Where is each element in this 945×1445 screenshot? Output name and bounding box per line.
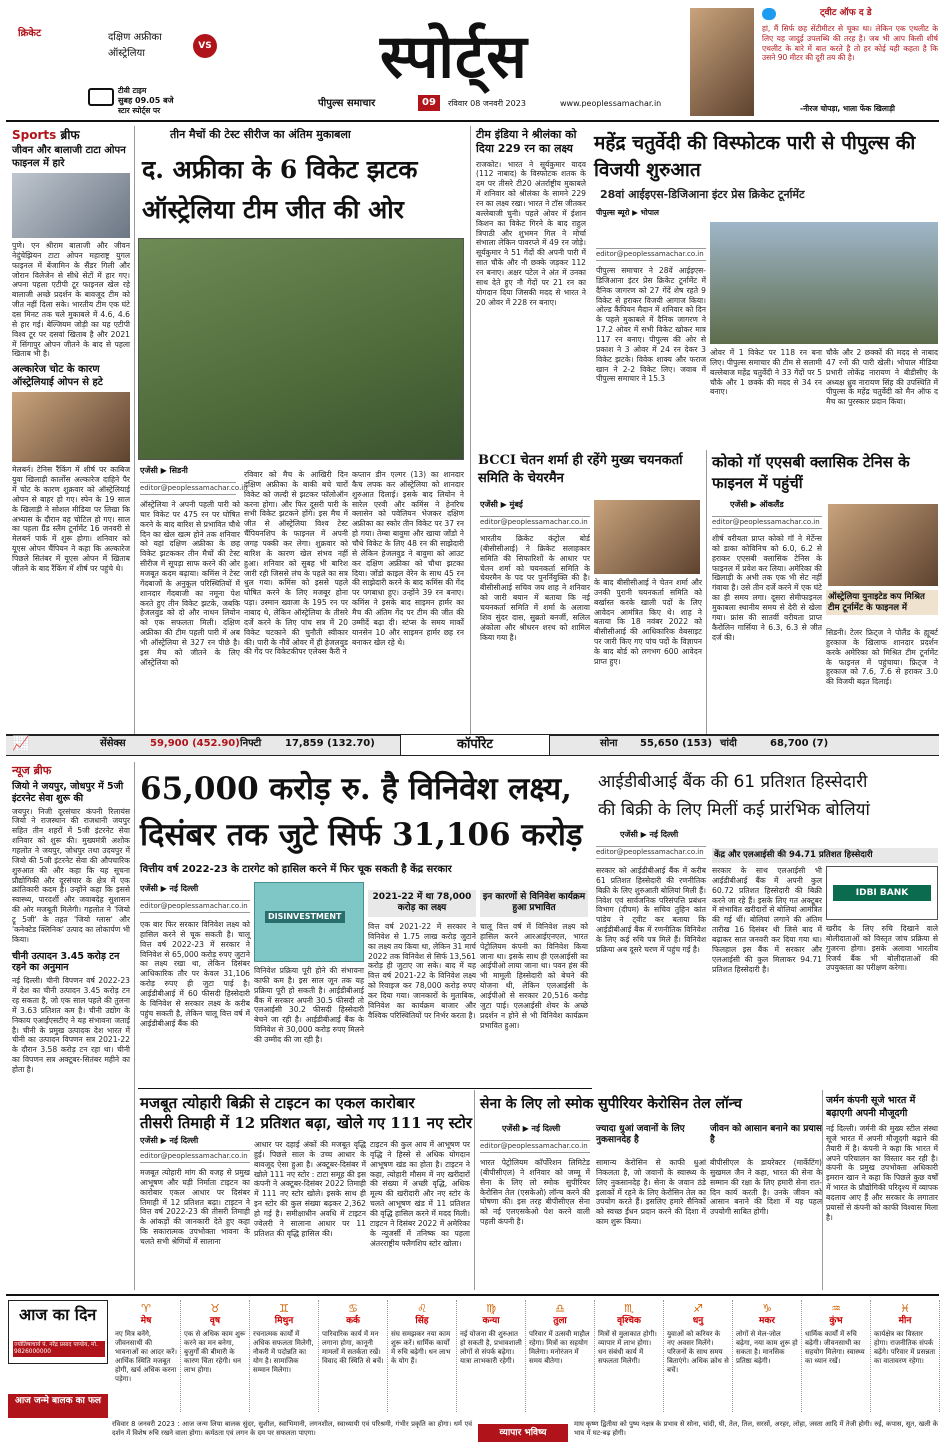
zodiac-sign-4 <box>319 1300 388 1412</box>
disinvest-graphic-label: DISINVESTMENT <box>265 911 345 923</box>
page-number: 09 <box>418 95 440 111</box>
zodiac-icon: ♈ <box>141 1302 151 1315</box>
zodiac-text: नई योजना की शुरुआत हो सकती है, प्रभावशाली लोगों से संपर्क बढ़ेगा। यात्रा लाभकारी रहेगी। <box>460 1329 522 1366</box>
tv-icon <box>88 88 114 106</box>
disinvest-byline: एजेंसी ▶ नई दिल्ली <box>140 884 199 893</box>
news-brief-t2: नई दिल्ली। चीनी विपणन वर्ष 2022-23 में देश का चीनी उत्पादन 3.45 करोड़ टन रह सकता है, जो एक साल पहले की तुलना में 3.63 प्रतिशत कम है। चीनी उद्योग के निकाय एआईएसटीए ने यह संभावना जताई है। चीनी के प्रमुख उत्पादक देश भारत में चीनी का उत्पादन विपणन सत्र 2021-22 के दौरान 3.58 करोड़ टन रहा था। चीनी का विपणन सत्र अक्टूबर-सितंबर महीने का होता है। <box>12 976 130 1075</box>
lead-email[interactable]: editor@peoplessamachar.co.in <box>140 482 236 495</box>
german-text: नई दिल्ली। जर्मनी की मुख्य स्टील संस्था सूजे भारत में अपनी मौजूदगी बढ़ाने की तैयारी में है। कंपनी ने कहा कि भारत में अपने परिचालन का विस्तार कर रही है। कंपनी के प्रमुख उपभोक्ता अधिकारी इमरान खान ने कहा कि पिछले कुछ वर्षों में भारत के प्रौद्योगिकी परिदृश्य में व्यापक बदलाव आए हैं और सरकार के लगातार प्रयासों से कंपनी को काफी विश्वास मिला है। <box>826 1124 938 1222</box>
zodiac-sign-2 <box>181 1300 250 1412</box>
disinvest-col-2: विनिवेश प्रक्रिया पूरी होने की संभावना काफी कम है। इस साल जून तक यह प्रक्रिया पूरी हो सकती है। आईडीबीआई बैंक में सरकार अपनी 30.5 फीसदी तो एलआईसी 30.2 फीसदी हिस्सेदारी बेचने जा रही है। आईडीबीआई बैंक के विनिवेश से 30,000 करोड़ रुपए मिलने की उम्मीद की जा रही है। <box>254 966 364 1045</box>
lead-col-3: कप्तान डीन एल्गर (13) का शानदार कैच लपक कर ऑस्ट्रेलिया को शानदार शुरुआत दिलाई। इसके बाद लियोन ने सारेल एरवी और कमिंस ने हेनरिच क्लासेन को पवेलियन भेजकर दक्षिण अफ्रीका का स्कोर तीन विकेट पर 37 रन हो गया। तेम्बा बावुमा और खाया जोंडो ने चौथे विकेट के लिए 48 रन की साझेदारी से लेकिन हेजलवुड ने बावुमा को आउट कर दक्षिण अफ्रीका को चौथा झटका दिया। जोंडो काइल वेरेन के साथ 45 रन की साझेदारी करने के बाद कमिंस की गेंद पर पगबाधा हुए। उन्होंने 39 रन बनाए। कमिंस ने इसके बाद साइमन हार्मर का मैच की अंतिम गेंद पर टीम की जीत की उम्मीदें बढ़ा दी। स्टंप्स के समय मार्को यानसेन 10 और साइमन हार्मर छह रन बनाकर खेल रहे थे। <box>352 470 464 647</box>
zodiac-name: सिंह <box>415 1316 429 1327</box>
news-brief-t1: जयपुर। निजी दूरसंचार कंपनी रिलायंस जियो ने राजस्थान की राजधानी जयपुर सहित तीन शहरों में 5जी इंटरनेट सेवा शनिवार को शुरू की। मुख्यमंत्री अशोक गहलोत ने जयपुर, जोधपुर तथा उदयपुर में जियो की 5जी इंटरनेट सेवा की औपचारिक शुरुआत की और कहा कि यह सूचना प्रौद्योगिकी और दूरसंचार के क्षेत्र में एक क्रांतिकारी कदम है। उन्होंने कहा कि इससे स्वास्थ्य, पारदर्शी और जवाबदेह सुशासन की ओर मजबूती मिलेगी। गहलोत ने 'जियो ट्रू 5जी' के तहत 'जियो ग्लास' और 'कनेक्टेड क्लिनिक' उत्पाद का लोकार्पण भी किया। <box>12 806 130 944</box>
zodiac-icon: ♐ <box>693 1302 703 1315</box>
disinvest-col-1: एक बार फिर सरकार विनिवेश लक्ष्य को हासिल करने से चूक सकती है। चालू वित्त वर्ष 2022-23 में सरकार ने विनिवेश से 65,000 करोड़ रुपए जुटाने का लक्ष्य रखा था, लेकिन दिसंबर आधिकारिक तौर पर केवल 31,106 करोड़ रुपए ही जुटा पाई है। आईडीबीआई में 60 फीसदी हिस्सेदारी के विनिवेश से सरकार लक्ष्य के करीब पहुंच सकती है, लेकिन चालू वित्त वर्ष में आईडीबीआई बैंक की <box>140 920 250 1028</box>
lead-photo <box>138 238 464 460</box>
kerosene-sub-1: ज्यादा धुआं जवानों के लिए नुकसानदेह है <box>596 1124 685 1146</box>
lead-col-2: रविवार को मैच के आखिरी दिन दक्षिण अफ्रीका के बाकी बचे चारों विकेट को जल्दी से झटकर फॉलोऑन करना होगा। और फिर दूसरी पारी के सभी विकेट झटकने होंगे। इस मैच में जीत से ऑस्ट्रेलिया विश्व टेस्ट चैंपियनशिप के फाइनल में अपनी जगह पक्की कर लेगा। शुक्रवार को बारिश के कारण खेल संभव नहीं हुआ। शनिवार को सुबह भी बारिश जारी रही जिससे लंच के पहले का सत्र धुल गया। कमिंस को इससे पहले घोषित करने के लिए मजबूर होना पड़ा। उस्मान ख्वाजा के 195 रन पर नाबाद थे, लेकिन ऑस्ट्रेलिया के तीसरे दर्जे करने के लिए पांच सत्र में 20 विकेट चटकाने की चुनौती स्वीकार की। पारी के नौवें ओवर में ही हेजलवुड की गेंद पर विकेटकीपर एलेक्स कैरी ने <box>244 470 348 657</box>
peoples-byline: पीपुल्स ब्यूरो ▶ भोपाल <box>596 208 659 217</box>
zodiac-sign-5 <box>388 1300 457 1412</box>
idbi-headline-2: की बिक्री के लिए मिलीं कई प्रारंभिक बोलियां <box>598 800 870 820</box>
zodiac-icon: ♌ <box>417 1302 427 1315</box>
disinvest-email[interactable]: editor@peoplessamachar.co.in <box>140 900 250 913</box>
disinvest-box-1-title: 2021-22 में था 78,000 करोड़ का लक्ष्य <box>368 890 476 917</box>
zodiac-sign-7 <box>526 1300 595 1412</box>
kerosene-col-1: भारत पेट्रोलियम कॉर्पोरेशन लिमिटेड (बीपीसीएल) ने शनिवार को जम्मू में सेना के लिए लो स्मोक सुपीरियर केरोसिन तेल (एसकेओ) लॉन्च करने की घोषणा की। इस तरह बीपीसीएल सेना को नई एलएसकेओ पेश करने वाली पहली कंपनी है। <box>480 1158 590 1227</box>
date: रविवार 08 जनवरी 2023 <box>448 99 526 108</box>
tweet-text: हां, मैं सिर्फ छह सेंटीमीटर से चूका था। लेकिन एक एथलीट के लिए यह जादुई उपलब्धि की तरह है। जब भी आप किसी शीर्ष एथलीट के बारे में बात करते है तो हर कोई यही कहता है कि उसने 90 मीटर की दूरी तय की है। <box>762 24 938 63</box>
idbi-col-3: खरीद के लिए रुचि दिखाने वाले बोलीदाताओं को विस्तृत जांच प्रक्रिया से गुजरना होगा। इसके अलावा भारतीय रिजर्व बैंक भी बोलीदाताओं की उपयुक्तता का परीक्षण करेगा। <box>826 924 938 973</box>
t20-headline: टीम इंडिया ने श्रीलंका को दिया 229 रन का लक्ष्य <box>476 128 577 155</box>
zodiac-text: एक से अधिक काम शुरू करने का मन बनेगा, बुजुर्गों की बीमारी के कारण चिंता रहेगी। धन लाभ होगा। <box>184 1329 246 1375</box>
peoples-photo <box>710 222 938 344</box>
child-label: आज जन्मे बालक का फल <box>8 1394 108 1418</box>
rule <box>138 1088 592 1089</box>
tv-label: टीवी टाइम <box>118 86 147 95</box>
tv-channel: स्टार स्पोर्ट्स पर <box>118 106 161 115</box>
idbi-email[interactable]: editor@peoplessamachar.co.in <box>596 846 706 859</box>
section-title: स्पोर्ट्स <box>380 22 528 92</box>
team1: दक्षिण अफ्रीका <box>108 32 162 43</box>
gold-label: सोना <box>600 738 618 749</box>
zodiac-icon: ♋ <box>348 1302 358 1315</box>
titan-col-1: मजबूत त्योहारी मांग की वजह से प्रमुख आभूषण और घड़ी निर्माता टाइटन का कारोबार एकल आधार पर दिसंबर तिमाही में 12 प्रतिशत बढ़ा। टाइटन ने वित्त वर्ष 2022-23 की तीसरी तिमाही के आंकड़ों की जानकारी देते हुए कहा कि सकारात्मक उपभोक्ता भावना के चलते सभी श्रेणियों में सालाना <box>140 1168 250 1247</box>
kerosene-headline: सेना के लिए लो स्मोक सुपीरियर केरोसिन तेल लॉन्च <box>480 1096 742 1112</box>
zodiac-text: परिवार में उत्सवी माहौल रहेगा। मित्रों का सहयोग मिलेगा। मनोरंजन में समय बीतेगा। <box>529 1329 590 1366</box>
news-brief-title: न्यूज ब्रीफ <box>12 764 52 777</box>
zodiac-sign-6 <box>457 1300 526 1412</box>
lead-headline-1: द. अफ्रीका के 6 विकेट झटक <box>142 155 418 184</box>
zodiac-text: लोगों से मेल-जोल बढ़ेगा, नया काम शुरू हो सकता है। मानसिक प्रतिष्ठा बढ़ेगी। <box>736 1329 798 1366</box>
kerosene-sub-2: जीवन को आसान बनाने का प्रयास है <box>710 1124 822 1146</box>
bull-icon: 📈 <box>12 736 30 752</box>
bcci-photo <box>594 500 700 574</box>
corporate-title: कॉर्पोरेट <box>400 734 550 756</box>
zodiac-name: कुंभ <box>829 1316 843 1327</box>
coco-photo <box>828 504 938 586</box>
silver-label: चांदी <box>720 738 737 749</box>
business-label: व्यापार भविष्य <box>478 1424 568 1442</box>
idbi-logo-text: IDBI BANK <box>833 885 931 901</box>
zodiac-name: तुला <box>553 1316 567 1327</box>
child-text: रविवार 8 जनवरी 2023 : आज जन्म लिया बालक सुंदर, सुशील, स्वाभिमानी, लगनशील, स्वाध्यायी एवं परिश्रमी, गंभीर प्रकृति का होगा। धर्म एवं दर्शन में विशेष रुचि रखने वाला होगा। कर्मठता एवं लगन के दम पर सफलता पाएगा। <box>112 1420 472 1437</box>
zodiac-name: कन्या <box>482 1316 500 1327</box>
titan-email[interactable]: editor@peoplessamachar.co.in <box>140 1150 250 1163</box>
idbi-headline-1: आईडीबीआई बैंक की 61 प्रतिशत हिस्सेदारी <box>598 772 868 792</box>
disinvest-col-3: वित्त वर्ष 2021-22 में सरकार ने विनिवेश से 1.75 लाख करोड़ जुटाने का लक्ष्य तय किया था, लेकिन 31 मार्च 2022 तक विनिवेश से सिर्फ 13,561 करोड़ ही जुटाए जा सके। बाद में यह वित्त वर्ष 2021-22 के विनिवेश लक्ष्य को रिवाइज कर 78,000 करोड़ रुपए कर दिया गया। जानकारों के मुताबिक, विनिवेश का कार्यक्रम बाजार और वैश्विक परिस्थितियों पर निर्भर करता है। <box>368 922 476 1020</box>
peoples-headline: महेंद्र चतुर्वेदी की विस्फोटक पारी से पीपुल्स की विजयी शुरुआत <box>594 132 916 181</box>
titan-headline-1: मजबूत त्योहारी बिक्री से टाइटन का एकल कारोबार <box>140 1094 415 1112</box>
brief-logo-a: Sports <box>12 128 57 142</box>
zodiac-icon: ♍ <box>486 1302 496 1315</box>
news-brief-h2: चीनी उत्पादन 3.45 करोड़ टन रहने का अनुमान <box>12 950 120 974</box>
disinvest-headline-2: दिसंबर तक जुटे सिर्फ 31,106 करोड़ <box>140 817 583 853</box>
gold-value: 55,650 (153) <box>640 738 713 749</box>
lead-byline: एजेंसी ▶ सिडनी <box>140 466 188 475</box>
peoples-text-2: ओवर में 1 विकेट पर 118 रन बना लिए। पीपुल्स समाचार की टीम से सलामी बल्लेबाज महेंद्र चतुर्वेदी ने 33 गेंदों पर 5 चौके और 1 छक्के की मदद से 34 रन बनाए। <box>710 348 822 397</box>
tweet-author: -नीरज चोपड़ा, भाला फेंक खिलाड़ी <box>800 104 895 113</box>
zodiac-icon: ♊ <box>279 1302 289 1315</box>
news-brief <box>12 764 130 1075</box>
german-headline: जर्मन कंपनी सूजे भारत में बढ़ाएगी अपनी मौजूदगी <box>826 1095 916 1120</box>
sensex-label: सेंसेक्स <box>100 738 126 749</box>
paper-name: पीपुल्स समाचार <box>318 98 376 109</box>
divider <box>822 1090 823 1290</box>
united-cup-headline: ऑस्ट्रेलिया युनाइटेड कप मिश्रित टीम टूर्नामेंट के फाइनल में <box>826 590 938 615</box>
zodiac-name: धनु <box>692 1316 704 1327</box>
news-brief-h1: जियो ने जयपुर, जोधपुर में 5जी इंटरनेट सेवा शुरू की <box>12 780 124 804</box>
website-link[interactable]: www.peoplessamachar.in <box>560 99 662 108</box>
zodiac-icon: ♑ <box>762 1302 772 1315</box>
kerosene-email[interactable]: editor@peoplessamachar.co.in <box>480 1140 590 1153</box>
nifty-value: 17,859 (132.70) <box>285 738 375 749</box>
zodiac-sign-8 <box>595 1300 664 1412</box>
titan-col-2: आधार पर दहाई अंकों की मजबूत वृद्धि हुई। पिछले साल के उच्च आधार के बावजूद ऐसा हुआ है। अक्टूबर-दिसंबर में खोले 111 नए स्टोर : टाटा समूह की इस कंपनी ने अक्टूबर-दिसंबर 2022 तिमाही में 111 नए स्टोर खोले। इसके साथ ही इन स्टोर की कुल संख्या बढ़कर 2,362 हो गई है। समीक्षाधीन अवधि में टाइटन ज्वेलरी ने सालाना आधार पर 11 प्रतिशत की वृद्धि हासिल की। <box>254 1140 366 1238</box>
divider <box>474 1090 475 1290</box>
brief-photo-2 <box>12 392 130 462</box>
kerosene-col-3: बीपीसीएल के डायरेक्टर (मार्केटिंग) सुखमल जैन ने कहा, भारत की सेना के सम्मान की रक्षा के लिए हमारी सेना रात-दिन कार्य करती है। उनके जीवन को आसान बनाने की दिशा में यह पहल उपयोगी साबित होगी। <box>710 1158 822 1217</box>
zodiac-text: संघ समझकर नया काम शुरू करें। धार्मिक कार्यों में रुचि बढ़ेगी। धन लाभ के योग हैं। <box>391 1329 451 1366</box>
zodiac-icon: ♒ <box>831 1302 841 1315</box>
titan-headline-2: तीसरी तिमाही में 12 प्रतिशत बढ़ा, खोले गए 111 नए स्टोर <box>140 1114 473 1132</box>
idbi-byline: एजेंसी ▶ नई दिल्ली <box>620 830 679 839</box>
zodiac-sign-10 <box>733 1300 802 1412</box>
zodiac-name: मेष <box>140 1316 152 1327</box>
zodiac-text: मित्रों से मुलाकात होगी। व्यापार में लाभ होगा। धन संबंधी कार्य में सफलता मिलेगी। <box>598 1329 657 1366</box>
bcci-text-a: भारतीय क्रिकेट कंट्रोल बोर्ड (बीसीसीआई) ने क्रिकेट सलाहकार समिति की सिफारिशों के आधार पर चेतन शर्मा को चयनकर्ता समिति के चेयरमैन के पद पर पुनर्नियुक्ति की है। बीसीसीआई सचिव जय शाह ने शनिवार को जारी बयान में बताया कि नई चयनकर्ता समिति में शर्मा के अलावा शिव सुंदर दास, सुब्रतो बनर्जी, सलिल अंकोला और श्रीधरन शरथ को शामिल किया गया है। <box>480 534 590 642</box>
t20-story <box>476 128 586 418</box>
zodiac-sign-1 <box>112 1300 181 1412</box>
brief-headline-1: जीवन और बालाजी टाटा ओपन फाइनल में हारे <box>12 145 126 169</box>
lead-kicker: तीन मैचों की टेस्ट सीरीज का अंतिम मुकाबला <box>170 128 351 141</box>
peoples-email[interactable]: editor@peoplessamachar.co.in <box>596 248 706 261</box>
zodiac-name: मिथुन <box>274 1316 294 1327</box>
sports-brief <box>12 128 130 574</box>
coco-byline: एजेंसी ▶ ऑकलैंड <box>730 500 784 509</box>
divider <box>134 126 135 752</box>
brief-logo <box>12 128 130 143</box>
t20-text: राजकोट। भारत ने सूर्यकुमार यादव (112 नाबाद) के विस्फोटक शतक के दम पर तीसरे टी20 अंतर्राष्ट्रीय मुकाबले में शनिवार को श्रीलंका के सामने 229 रन का लक्ष्य रखा। भारत ने टॉस जीतकर बल्लेबाजी चुनी। पहले ओवर में ईशान किशन का विकेट गिरने के बाद राहुल त्रिपाठी और शुभमन गिल ने मोर्चा संभाला लेकिन पावरप्ले में 49 रन जोड़े। सूर्यकुमार ने 51 गेंदों की अपनी पारी में सात चौके और नौ छक्के जड़कर 112 रन बनाए। अक्षर पटेल ने अंत में उनका साथ देते हुए नौ गेंदों पर 21 रन का योगदान दिया जिसकी मदद से भारत ने 20 ओवर में 228 रन बनाए। <box>476 159 586 307</box>
sensex-value: 59,900 (452.90) <box>150 738 240 749</box>
zodiac-sign-3 <box>250 1300 319 1412</box>
kerosene-byline: एजेंसी ▶ नई दिल्ली <box>502 1124 561 1133</box>
zodiac-text: रचनात्मक कार्यों में अधिक सफलता मिलेगी, नौकरी में पदोन्नति का योग है। सामाजिक सम्मान मिलेगा। <box>253 1329 314 1375</box>
peoples-sub: 28वां आईइएस-डिजिआना इंटर प्रेस क्रिकेट टूर्नामेंट <box>600 188 805 201</box>
zodiac-name: वृष <box>209 1316 221 1327</box>
disinvest-sub: वित्तीय वर्ष 2022-23 के टारगेट को हासिल करने में फिर चूक सकती है केंद्र सरकार <box>140 864 452 875</box>
peoples-text-3: चौके और 2 छक्कों की मदद से नाबाद 47 रनों की पारी खेली। भोपाल मीडिया प्रभारी लोकेंद्र नारायण ने बीडीसीए के अध्यक्ष ध्रुव नारायण सिंह की उपस्थिति में पीपुल्स के महेंद्र चतुर्वेदी को मैन ऑफ द मैच का पुरस्कार प्रदान किया। <box>826 348 938 407</box>
disinvest-box-2-title: इन कारणों से विनिवेश कार्यक्रम हुआ प्रभावित <box>480 890 588 917</box>
coco-text: शीर्ष वरीयता प्राप्त कोको गॉ ने मेर्टेन्स को डाका कोविनिच को 6.0, 6.2 से हराकर एएसबी क्लासिक टेनिस के फाइनल में प्रवेश कर लिया। अमेरिका की खिलाड़ी के अभी तक एक भी सेट नहीं गंवाया है। उसे तीन दर्जे करने में एक घंटे का ही समय लगा। दूसरा सेमीफाइनल मुकाबला स्थानीय समय से देरी से खेला गया। फ्रांस की सातवीं वरीयता प्राप्त कैरोलिन गार्सिया ने 6.3, 6.3 से जीत दर्ज की। <box>712 534 822 642</box>
bcci-headline: BCCI चेतन शर्मा ही रहेंगे मुख्य चयनकर्ता समिति के चेयरमैन <box>478 453 683 486</box>
idbi-box-title: केंद्र और एलआईसी की 94.71 प्रतिशत हिस्सेदारी <box>712 848 938 863</box>
horoscope-author: ज्योतिषाचार्य पं. नरेंद्र प्रसाद पाण्डेय, मो. 9826000000 <box>13 1341 105 1357</box>
zodiac-icon: ♓ <box>900 1302 910 1315</box>
tv-time: सुबह 09.05 बजे <box>118 96 174 105</box>
divider <box>134 762 135 1290</box>
brief-headline-2: अल्कारेज चोट के कारण ऑस्ट्रेलियाई ओपन से हटे <box>12 364 103 388</box>
zodiac-name: मकर <box>759 1316 775 1327</box>
nifty-label: निफ्टी <box>240 738 262 749</box>
zodiac-icon: ♎ <box>555 1302 565 1315</box>
zodiac-sign-12 <box>871 1300 940 1412</box>
zodiac-name: कर्क <box>346 1316 360 1327</box>
brief-photo-1 <box>12 173 130 238</box>
divider <box>470 126 471 752</box>
twitter-icon <box>762 8 776 20</box>
disinvest-headline-1: 65,000 करोड़ रु. है विनिवेश लक्ष्य, <box>140 771 572 807</box>
disinvest-col-4: चालू वित्त वर्ष में विनिवेश लक्ष्य को हासिल करने आरआईएनएल, भारत पेट्रोलियम कंपनी का विनिवेश किया जाना था। इसके साथ ही एलआईसी का आईपीओ लाया जाना था। पवन हंस की भी मामूली हिस्सेदारी को बेचने की योजना थी, लेकिन एलआईसी के आईपीओ से सरकार 20,516 करोड़ जुटा पाई। एलआईसी शेयर के अच्छे प्रदर्शन न होने से भी विनिवेश कार्यक्रम प्रभावित हुआ। <box>480 922 588 1030</box>
team2: ऑस्ट्रेलिया <box>108 48 145 59</box>
peoples-text-1: पीपुल्स समाचार ने 28वें आईइएस-डिजिआना इंटर प्रेस क्रिकेट टूर्नामेंट में दैनिक जागरण को 27 गेंदें शेष रहते 9 विकेट से हराकर विजयी आगाज किया। ओल्ड कैंपियन मैदान में शनिवार को दिन के पहले मुकाबले में दैनिक जागरण ने 17.2 ओवर में सभी विकेट खोकर मात्र 117 रन बनाए। पीपुल्स की ओर से प्रकाश ने 3 ओवर में 24 रन देकर 3 विकेट झटके। विवेक शाक्य और फराज खान ने 2-2 विकेट लिए। जवाब में पीपुल्स समाचार ने 15.3 <box>596 266 706 384</box>
masthead-rule <box>6 120 939 122</box>
coco-headline: कोको गॉ एएसबी क्लासिक टेनिस के फाइनल में पहुंचीं <box>712 453 910 492</box>
business-text: माघ कृष्ण द्वितीया को पुष्य नक्षत्र के प्रभाव से सोना, चांदी, घी, तेल, तिल, सरसों, अरहर, लोहा, जस्ता आदि में तेजी होगी। रुई, कपास, सूत, खली के भाव में घट-बढ़ होगी। <box>574 1420 938 1437</box>
divider <box>706 450 707 752</box>
bcci-byline: एजेंसी ▶ मुंबई <box>480 500 523 509</box>
lead-headline-2: ऑस्ट्रेलिया टीम जीत की ओर <box>142 195 404 224</box>
coco-email[interactable]: editor@peoplessamachar.co.in <box>712 516 822 529</box>
tweet-label: ट्वीट ऑफ द डे <box>820 8 872 18</box>
horoscope-title: आज का दिन <box>19 1305 97 1324</box>
united-cup-text: सिडनी। टेलर फ्रिट्ज ने पोलैंड के ह्यूबर्ट हुरकाज के खिलाफ शानदार प्रदर्शन करके अमेरिका को मिश्रित टीम टूर्नामेंट के फाइनल में पहुंचाया। फ्रिट्ज ने हुरकाज को 7.6, 7.6 से हराकर 3.0 की विजयी बढ़त दिलाई। <box>826 628 938 687</box>
idbi-photo <box>826 866 938 920</box>
zodiac-icon: ♏ <box>624 1302 634 1315</box>
zodiac-sign-9 <box>664 1300 733 1412</box>
tweet-author-photo <box>690 8 754 116</box>
bcci-email[interactable]: editor@peoplessamachar.co.in <box>480 516 590 529</box>
zodiac-sign-11 <box>802 1300 871 1412</box>
lead-col-1: ऑस्ट्रेलिया ने अपनी पहली पारी को चार विकेट पर 475 रन पर घोषित करने के बाद बारिश से प्रभावित चौथे दिन का खेल खत्म होने तक शनिवार को यहां दक्षिण अफ्रीका के छह विकेट झटककर तीन मैचों की टेस्ट सीरीज में सूपड़ा साफ करने की ओर मजबूत कदम बढ़ाया। कमिंस ने टेस्ट गेंदबाजों के अनुकूल परिस्थितियों में शानदार गेंदबाजी का नमूना पेश करते हुए तीन विकेट झटके, जबकि हेजलवुड को दो और नाथन लियोन को एक सफलता मिली। दक्षिण अफ्रीका की टीम पहली पारी में अब भी ऑस्ट्रेलिया से 327 रन पीछे है। इस मैच को जीतने के लिए ऑस्ट्रेलिया को <box>140 500 240 667</box>
bcci-text-b: के बाद बीसीसीआई ने चेतन शर्मा और उनकी पुरानी चयनकर्ता समिति को बर्खास्त करके खाली पदों के लिए आवेदन आमंत्रित किए थे। शाह ने बताया कि 18 नवंबर 2022 को बीसीसीआई की आधिकारिक वेबसाइट पर जारी किए गए पांच पदों के विज्ञापन के बाद बोर्ड को लगभग 600 आवेदन प्राप्त हुए। <box>594 578 702 666</box>
rule <box>6 1294 939 1296</box>
zodiac-text: नए मित्र बनेंगे, जीवनसाथी की भावनाओं का आदर करें। आर्थिक स्थिति मजबूत होगी, खर्च अधिक करना पड़ेगा। <box>115 1329 177 1384</box>
brief-logo-b: ब्रीफ <box>60 128 80 142</box>
zodiac-text: युवाओं को करियर के नए अवसर मिलेंगे। परिजनों के साथ समय बिताएंगे। अधिक क्रोध से बचें। <box>667 1329 729 1375</box>
brief-text-2: मेलबर्न। टेनिस रैंकिंग में शीर्ष पर काबिज युवा खिलाड़ी कार्लोस अल्कारेज दाहिने पैर में चोट के कारण शुक्रवार को ऑस्ट्रेलियाई ओपन से बाहर हो गए। स्पेन के 19 साल के खिलाड़ी ने सोशल मीडिया पर लिखा कि अभ्यास के दौरान वह चोटिल हो गए। साल का पहला ग्रैंड स्लैम टूर्नामेंट 16 जनवरी से मेलबर्न पार्क में शुरू होगा। शनिवार को यूएस ओपन चैंपियन ने कहा कि अल्कारेज पिछले सितंबर में यूएस ओपन में खिताब जीतने के बाद रैंकिंग में शीर्ष पर पहुंचे थे। <box>12 465 130 573</box>
zodiac-text: कार्यक्षेत्र का विस्तार होगा। राजनीतिक संपर्क बढ़ेंगे। परिवार में प्रसन्नता का वातावरण रहेगा। <box>874 1329 936 1366</box>
silver-value: 68,700 (7) <box>770 738 829 749</box>
category-label: क्रिकेट <box>18 28 41 39</box>
zodiac-name: मीन <box>898 1316 912 1327</box>
idbi-col-2: सरकार के साथ एलआईसी भी आईडीबीआई बैंक में अपनी कुल 60.72 प्रतिशत हिस्सेदारी की बिक्री करने जा रहे हैं। इसके लिए गत अक्टूबर में संभावित खरीदारों से बोलियां आमंत्रित की गई थीं। बोलियां लगाने की अंतिम तारीख 16 दिसंबर थी जिसे बाद में बढ़ाकर सात जनवरी कर दिया गया था। फिलहाल इस बैंक में सरकार और एलआईसी की कुल मिलाकर 94.71 प्रतिशत हिस्सेदारी है। <box>712 866 822 974</box>
zodiac-text: पारिवारिक कार्य में मन लगाना होगा, कानूनी मामलों में सतर्कता रखें। विवाद की स्थिति से बचें। <box>322 1329 384 1366</box>
titan-byline: एजेंसी ▶ नई दिल्ली <box>140 1136 199 1145</box>
zodiac-text: धार्मिक कार्यों में रुचि बढ़ेगी। जीवनसाथी का सहयोग मिलेगा। स्वास्थ्य का ध्यान रखें। <box>805 1329 865 1366</box>
brief-text-1: पुणे। एन श्रीराम बालाजी और जीवन नेदुंचेझियन टाटा ओपन महाराष्ट्र युगल फाइनल में बेंजामिन के सैंडर गिली और जोरान विलेजेन से सीधे सेटों में हार गए। अपना पहला एटीपी टूर फाइनल खेल रहे बालाजी अच्छे प्रदर्शन के बावजूद टीम को जीत नहीं दिला सके। भारतीय टीम एक घंटे दस मिनट तक चले मुकाबले में 4.6, 4.6 से हार गई। बेल्जियम जोड़ी का यह एटीपी विश्व टूर पर दसवां खिताब है और 2021 में सिंगापुर ओपन जीतने के बाद से पहला खिताब भी है। <box>12 241 130 359</box>
horoscope-title-box <box>8 1300 108 1364</box>
zodiac-name: वृश्चिक <box>617 1316 641 1327</box>
kerosene-col-2: सामान्य केरोसिन से काफी धुआं निकलता है, जो जवानों के स्वास्थ्य के लिए नुकसानदेह है। सेना के जवान ठंडे इलाकों में रहने के लिए केरोसिन तेल का उपयोग करते हैं। इसलिए हमारे सैनिकों को स्वच्छ ईंधन प्रदान करने की दिशा में काम शुरू किया। <box>596 1158 706 1227</box>
vs-badge: VS <box>193 34 217 58</box>
match-box <box>8 10 308 115</box>
idbi-col-1: सरकार को आईडीबीआई बैंक में करीब 61 प्रतिशत हिस्सेदारी की रणनीतिक बिक्री के लिए शुरुआती बोलियां मिली हैं। निवेश एवं सार्वजनिक परिसंपत्ति प्रबंधन विभाग (दीपम) के सचिव तुहिन कांत पांडेय ने ट्वीट कर बताया कि आईडीबीआई बैंक में रणनीतिक विनिवेश के लिए कई रुचि पत्र मिले हैं। विनिवेश प्रक्रिया अब दूसरे चरण में पहुंच गई है। <box>596 866 706 954</box>
zodiac-icon: ♉ <box>210 1302 220 1315</box>
titan-col-3: टाइटन की कुल आय में आभूषण पर वृद्धि ने हिस्से से अधिक योगदान आभूषण खंड का होता है। टाइटन ने कहा, त्योहारी मौसम में नए खरीदारों की संख्या में अच्छी वृद्धि, अधिक मूल्य की खरीदारी और नए स्टोर के चलते आभूषण खंड में 11 प्रतिशत की वृद्धि हासिल करने में मदद मिली। टाइटन ने दिसंबर 2022 में अमेरिका के न्यूजर्सी में तनिष्क का पहला अंतरराष्ट्रीय फ्लैगशिप स्टोर खोला। <box>370 1140 470 1248</box>
disinvest-graphic <box>254 882 364 962</box>
tweet-box <box>760 6 940 118</box>
